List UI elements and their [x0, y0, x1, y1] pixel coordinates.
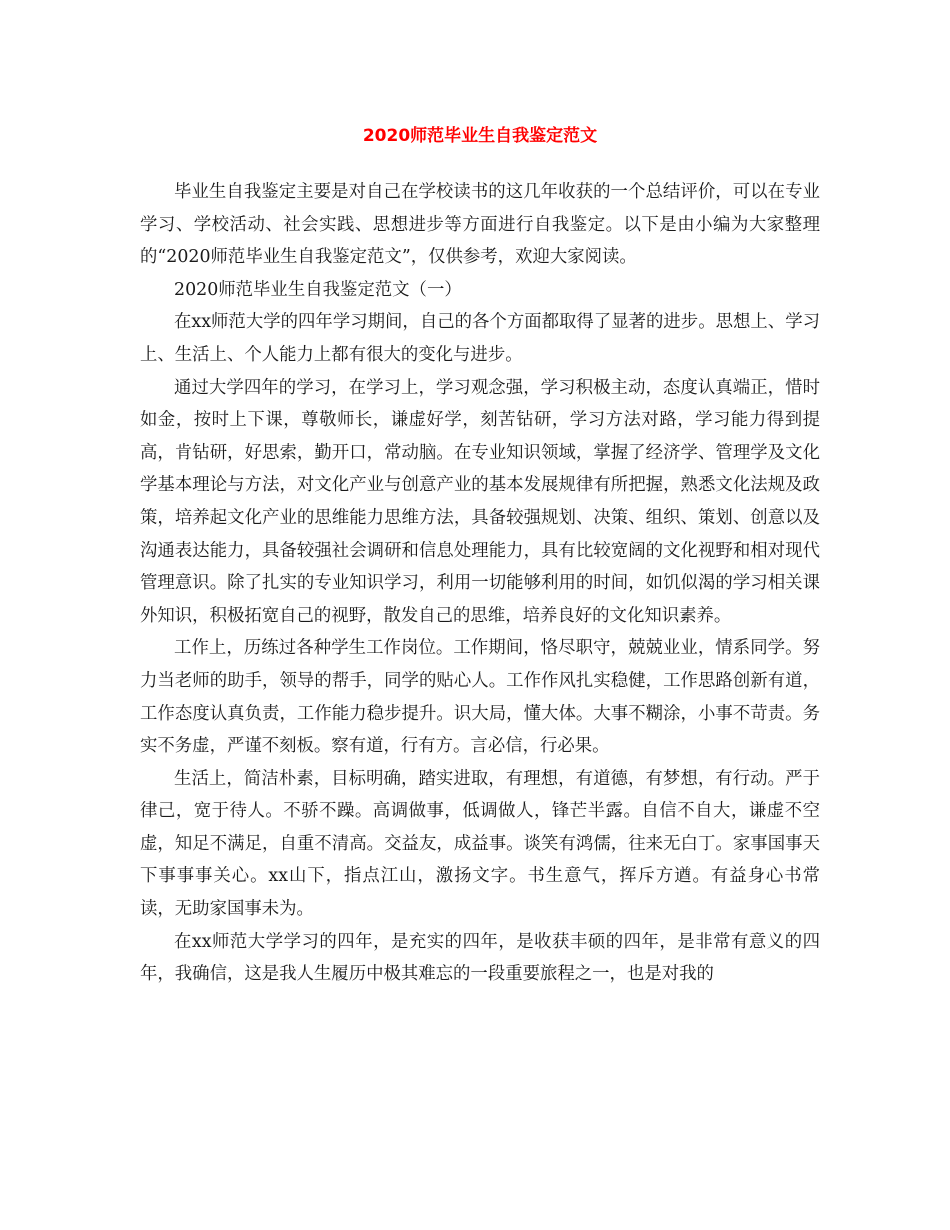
- paragraph-overview: 在xx师范大学的四年学习期间，自己的各个方面都取得了显著的进步。思想上、学习上、生活上、个人能力上都有很大的变化与进步。: [140, 312, 820, 365]
- intro-paragraph: 毕业生自我鉴定主要是对自己在学校读书的这几年收获的一个总结评价，可以在专业学习、学校活动、社会实践、思想进步等方面进行自我鉴定。以下是由小编为大家整理的“2020师范毕业生自我鉴定范文”，仅供参考，欢迎大家阅读。: [140, 182, 820, 268]
- paragraph-life: 生活上，简洁朴素，目标明确，踏实进取，有理想，有道德，有梦想，有行动。严于律己，宽于待人。不骄不躁。高调做事，低调做人，锋芒半露。自信不自大，谦虚不空虚，知足不满足，自重不清高。交益友，成益事。谈笑有鸿儒，往来无白丁。家事国事天下事事事关心。xx山下，指点江山，激扬文字。书生意气，挥斥方遒。有益身心书常读，无助家国事未为。: [140, 768, 820, 920]
- paragraph-work: 工作上，历练过各种学生工作岗位。工作期间，恪尽职守，兢兢业业，情系同学。努力当老师的助手，领导的帮手，同学的贴心人。工作作风扎实稳健，工作思路创新有道，工作态度认真负责，工作能力稳步提升。识大局，懂大体。大事不糊涂，小事不苛责。务实不务虚，严谨不刻板。察有道，行有方。言必信，行必果。: [140, 638, 820, 757]
- paragraph-conclusion: 在xx师范大学学习的四年，是充实的四年，是收获丰硕的四年，是非常有意义的四年，我确信，这是我人生履历中极其难忘的一段重要旅程之一，也是对我的: [140, 931, 820, 985]
- section-heading: 2020师范毕业生自我鉴定范文（一）: [174, 279, 462, 300]
- paragraph-study: 通过大学四年的学习，在学习上，学习观念强，学习积极主动，态度认真端正，惜时如金，按时上下课，尊敬师长，谦虚好学，刻苦钻研，学习方法对路，学习能力得到提高，肯钻研，好思索，勤开口，常动脑。在专业知识领域，掌握了经济学、管理学及文化学基本理论与方法，对文化产业与创意产业的基本发展规律有所把握，熟悉文化法规及政策，培养起文化产业的思维能力思维方法，具备较强规划、决策、组织、策划、创意以及沟通表达能力，具备较强社会调研和信息处理能力，具有比较宽阔的文化视野和相对现代管理意识。除了扎实的专业知识学习，利用一切能够利用的时间，如饥似渴的学习相关课外知识，积极拓宽自己的视野，散发自己的思维，培养良好的文化知识素养。: [140, 377, 820, 626]
- document-title: 2020师范毕业生自我鉴定范文: [362, 126, 598, 146]
